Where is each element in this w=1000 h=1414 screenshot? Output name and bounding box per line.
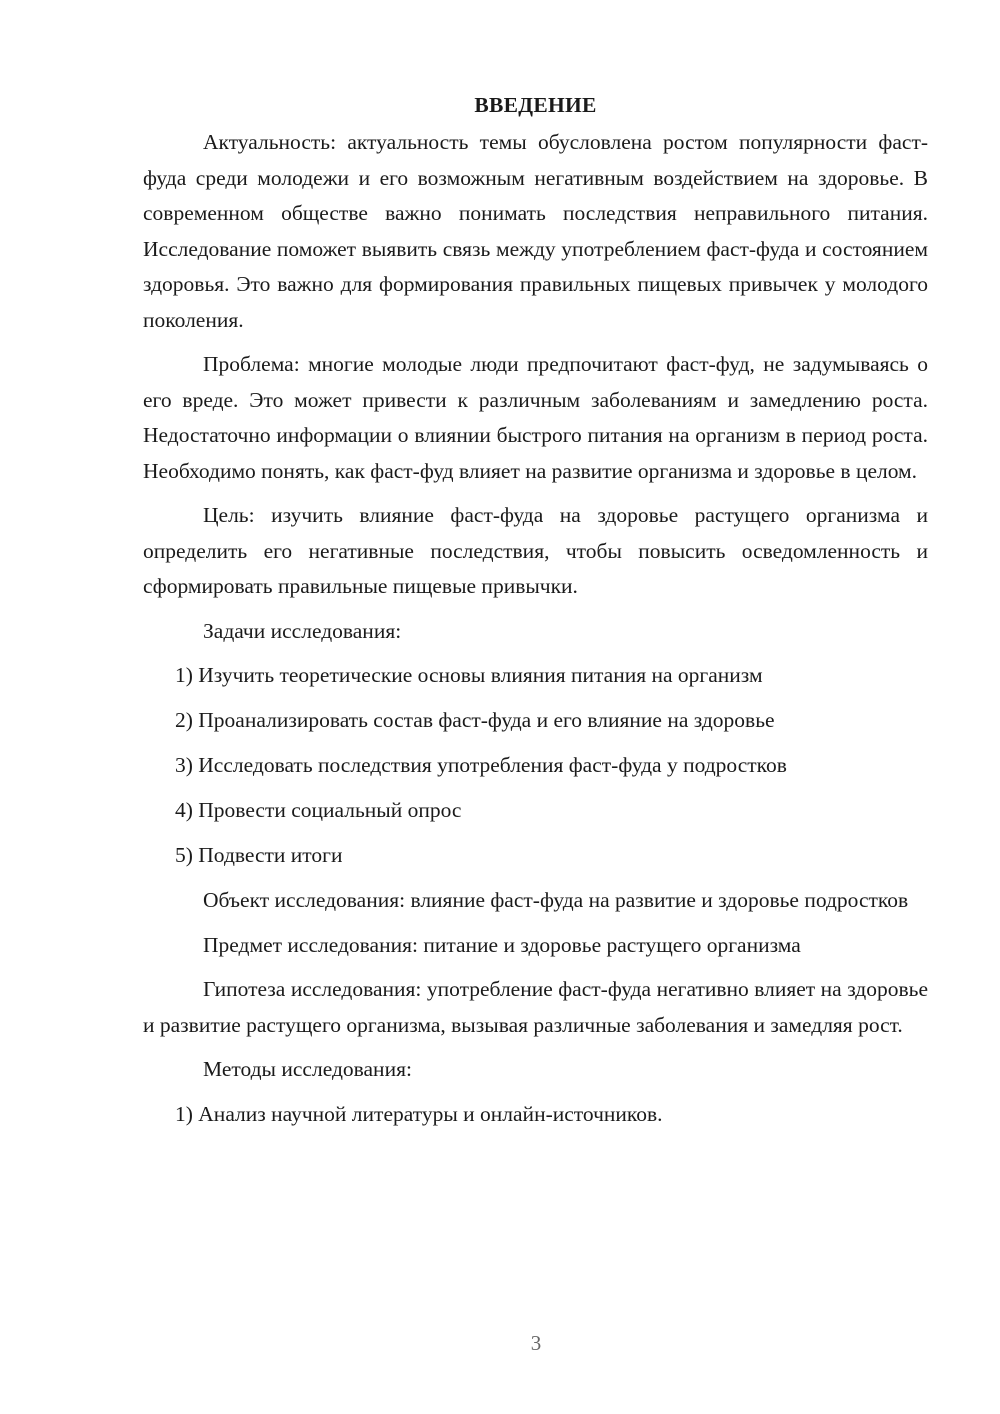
list-item: 3) Исследовать последствия употребления фаст-фуда у подростков xyxy=(175,753,787,777)
subject-paragraph: Предмет исследования: питание и здоровье растущего организма xyxy=(203,932,801,957)
methods-heading: Методы исследования: xyxy=(203,1057,412,1081)
list-item: 5) Подвести итоги xyxy=(175,843,343,867)
list-item: 1) Анализ научной литературы и онлайн-источников. xyxy=(175,1101,663,1126)
object-paragraph: Объект исследования: влияние фаст-фуда на развитие и здоровье подростков xyxy=(203,888,909,912)
relevance-paragraph: Актуальность: актуальность темы обусловлена ростом популярности фаст-фуда среди молодежи и его возможным негативным воздействием на здоровье. В современном обществе важно понимать последствия неправильного питания. Исследование поможет выявить связь между употреблением фаст-фуда и состоянием здоровья. Это важно для формирования правильных пищевых привычек у молодого поколения. xyxy=(143,130,928,332)
tasks-heading: Задачи исследования: xyxy=(203,618,402,643)
tasks-list xyxy=(143,658,928,874)
methods-list xyxy=(143,1097,928,1133)
document-page xyxy=(143,88,928,1142)
goal-paragraph: Цель: изучить влияние фаст-фуда на здоровье растущего организма и определить его негативные последствия, чтобы повысить осведомленность и сформировать правильные пищевые привычки. xyxy=(143,503,928,598)
list-item: 4) Провести социальный опрос xyxy=(175,798,462,822)
page-number: 3 xyxy=(530,1331,542,1355)
hypothesis-paragraph: Гипотеза исследования: употребление фаст-фуда негативно влияет на здоровье и развитие растущего организма, вызывая различные заболевания и замедляя рост. xyxy=(143,977,928,1037)
page-title: ВВЕДЕНИЕ xyxy=(474,93,597,117)
problem-paragraph: Проблема: многие молодые люди предпочитают фаст-фуд, не задумываясь о его вреде. Это может привести к различным заболеваниям и замедлению роста. Недостаточно информации о влиянии быстрого питания на организм в период роста. Необходимо понять, как фаст-фуд влияет на развитие организма и здоровье в целом. xyxy=(143,352,928,483)
list-item: 2) Проанализировать состав фаст-фуда и его влияние на здоровье xyxy=(175,708,775,732)
list-item: 1) Изучить теоретические основы влияния питания на организм xyxy=(175,663,763,687)
